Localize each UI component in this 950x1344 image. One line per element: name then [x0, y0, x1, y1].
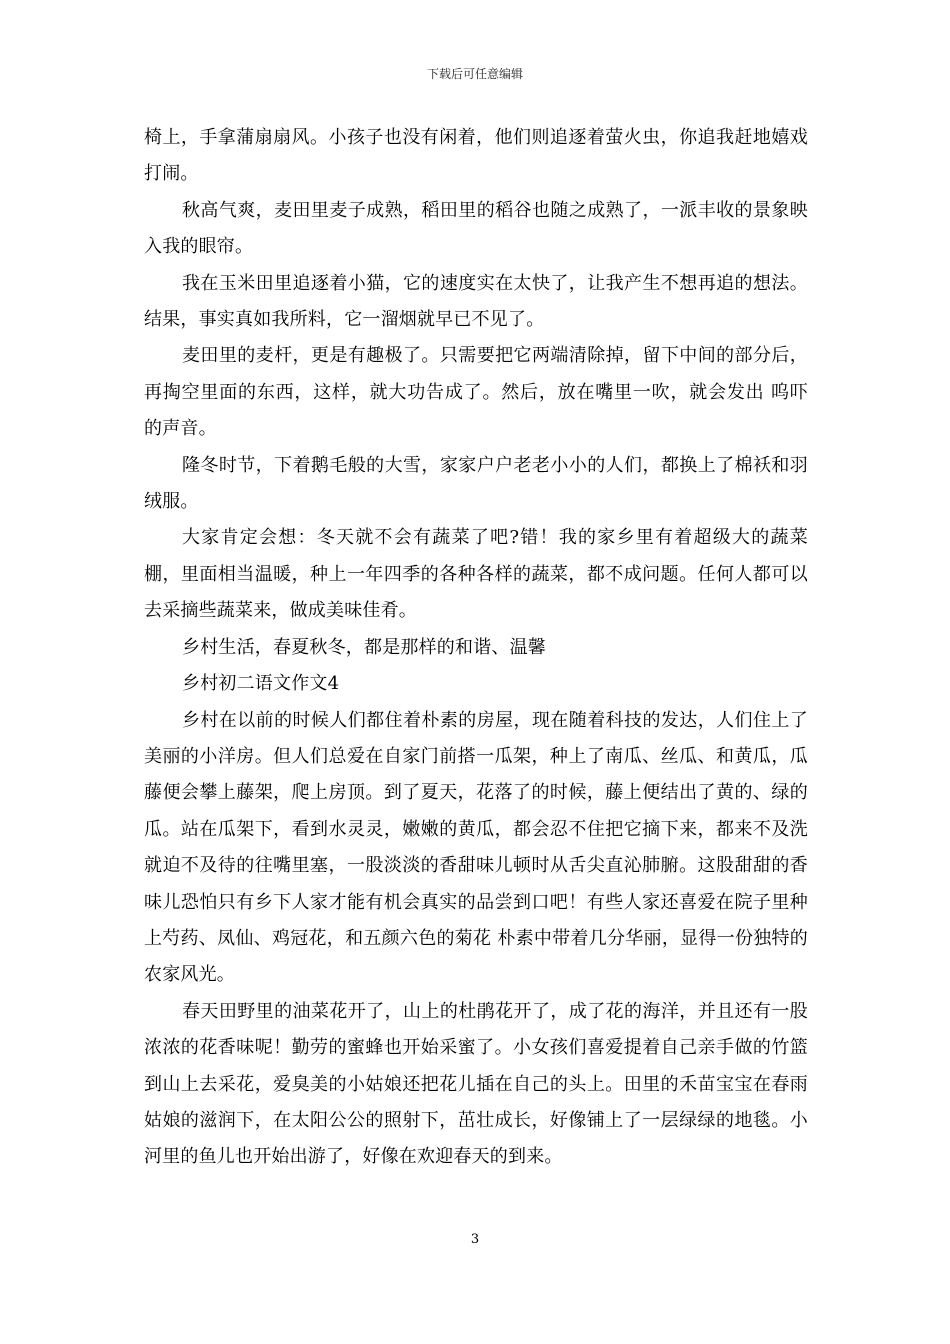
section-title: 乡村初二语文作文4 — [182, 673, 340, 695]
page-header: 下载后可任意编辑 — [426, 67, 523, 81]
paragraph-8: 乡村在以前的时候人们都住着朴素的房屋，现在随着科技的发达，人们住上了美丽的小洋房。但人们总爱在自家门前搭一瓜架，种上了南瓜、丝瓜、和黄瓜，瓜藤便会攀上藤架，爬上房顶。到了夏天，花落了的时候，藤上便结出了黄的、绿的瓜。站在瓜架下，看到水灵灵，嫩嫩的黄瓜，都会忍不住把它摘下来，都来不及洗就迫不及待的往嘴里塞，一股淡淡的香甜味儿顿时从舌尖直沁肺腑。这股甜甜的香味儿恐怕只有乡下人家才能有机会真实的品尝到口吧！有些人家还喜爱在院子里种上芍药、凤仙、鸡冠花，和五颜六色的菊花 朴素中带着几分华丽，显得一份独特的农家风光。 — [144, 709, 808, 986]
document-body — [144, 120, 808, 1176]
page-number: 3 — [470, 1232, 480, 1247]
paragraph-5: 隆冬时节，下着鹅毛般的大雪，家家户户老老小小的人们，都换上了棉袄和羽绒服。 — [144, 454, 808, 513]
paragraph-6: 大家肯定会想：冬天就不会有蔬菜了吧?错！我的家乡里有着超级大的蔬菜棚，里面相当温暖，种上一年四季的各种各样的蔬菜，都不成问题。任何人都可以去采摘些蔬菜来，做成美味佳肴。 — [144, 527, 808, 622]
paragraph-7: 乡村生活，春夏秋冬，都是那样的和谐、温馨 — [182, 636, 546, 658]
paragraph-2: 秋高气爽，麦田里麦子成熟，稻田里的稻谷也随之成熟了，一派丰收的景象映入我的眼帘。 — [144, 199, 808, 258]
paragraph-4: 麦田里的麦杆，更是有趣极了。只需要把它两端清除掉，留下中间的部分后，再掏空里面的东西，这样，就大功告成了。然后，放在嘴里一吹，就会发出 呜吓 的声音。 — [144, 345, 808, 440]
paragraph-1: 椅上，手拿蒲扇扇风。小孩子也没有闲着，他们则追逐着萤火虫，你追我赶地嬉戏打闹。 — [144, 127, 808, 185]
paragraph-9: 春天田野里的油菜花开了，山上的杜鹃花开了，成了花的海洋，并且还有一股浓浓的花香味呢！勤劳的蜜蜂也开始采蜜了。小女孩们喜爱提着自己亲手做的竹篮到山上去采花，爱臭美的小姑娘还把花儿插在自己的头上。田里的禾苗宝宝在春雨姑娘的滋润下，在太阳公公的照射下，茁壮成长，好像铺上了一层绿绿的地毯。小河里的鱼儿也开始出游了，好像在欢迎春天的到来。 — [144, 1000, 808, 1168]
paragraph-3: 我在玉米田里追逐着小猫，它的速度实在太快了，让我产生不想再追的想法。结果，事实真如我所料，它一溜烟就早已不见了。 — [144, 272, 808, 331]
